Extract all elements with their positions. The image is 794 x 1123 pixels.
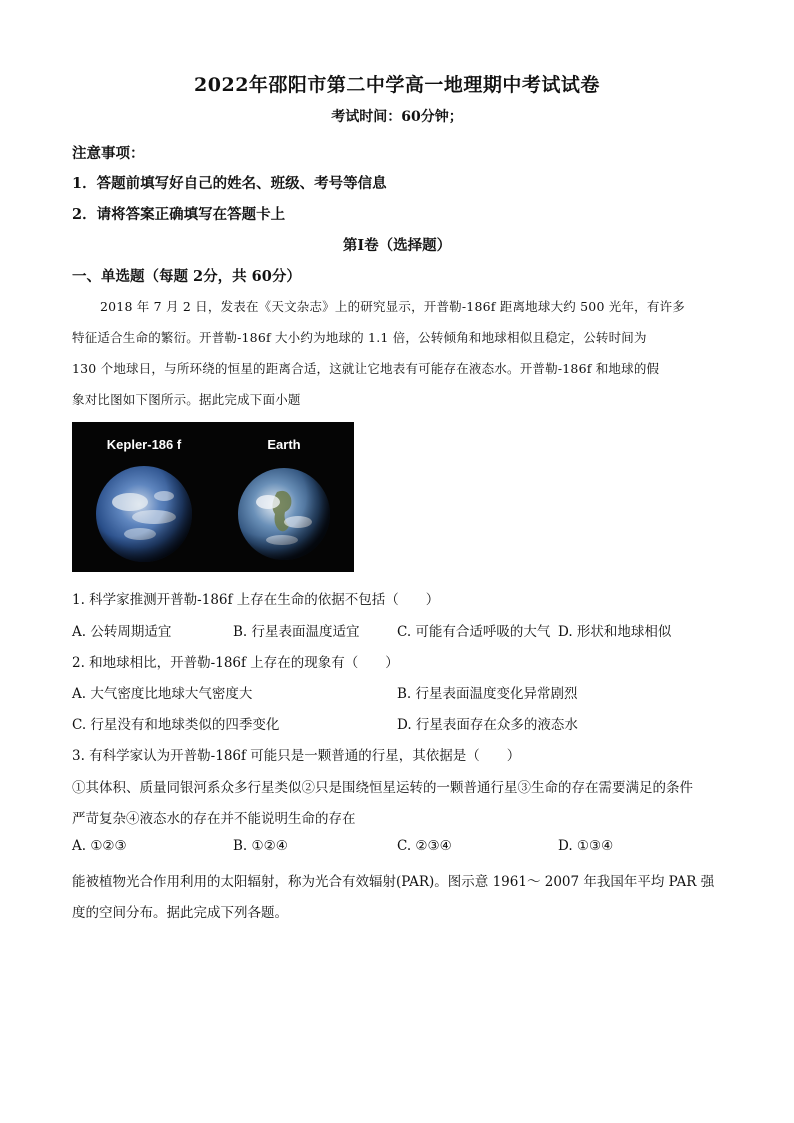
question-1-option-b: B. 行星表面温度适宜: [233, 624, 360, 640]
question-1-option-a: A. 公转周期适宜: [72, 624, 172, 640]
notice-item-1: 1．答题前填写好自己的姓名、班级、考号等信息: [72, 175, 387, 192]
notice-item-2: 2．请将答案正确填写在答题卡上: [72, 206, 286, 223]
notice-heading: 注意事项：: [72, 145, 145, 162]
question-2-option-d: D. 行星表面存在众多的液态水: [397, 717, 578, 733]
question-3-stem: 3. 有科学家认为开普勒-186f 可能只是一颗普通的行星，其依据是（ ）: [72, 748, 521, 764]
question-3-option-c: C. ②③④: [397, 838, 452, 854]
question-3-option-a: A. ①②③: [72, 838, 127, 854]
question-2-stem: 2. 和地球相比，开普勒-186f 上存在的现象有（ ）: [72, 655, 399, 671]
exam-time: 考试时间：60分钟；: [331, 109, 463, 125]
question-2-option-c: C. 行星没有和地球类似的四季变化: [72, 717, 280, 733]
kepler-planet: [96, 466, 192, 562]
section-title: 一、单选题（每题 2分，共 60分）: [72, 268, 301, 285]
question-3-option-d: D. ①③④: [558, 838, 614, 854]
question-3-text-line: ①其体积、质量同银河系众多行星类似②只是围绕恒星运转的一颗普通行星③生命的存在需要满足的条件: [72, 780, 693, 796]
volume-title: 第Ⅰ卷（选择题）: [342, 237, 452, 254]
kepler-label: Kepler-186 f: [106, 437, 182, 452]
passage1-line: 象对比图如下图所示。据此完成下面小题: [72, 392, 301, 407]
question-2-option-a: A. 大气密度比地球大气密度大: [72, 686, 253, 702]
earth-label: Earth: [267, 437, 301, 452]
question-3-text-line: 严苛复杂④液态水的存在并不能说明生命的存在: [72, 811, 356, 827]
question-1-option-c: C. 可能有合适呼吸的大气: [397, 624, 551, 640]
passage2-line: 度的空间分布。据此完成下列各题。: [72, 905, 288, 921]
exam-title: 2022年邵阳市第二中学高一地理期中考试试卷: [194, 74, 600, 96]
question-2-option-b: B. 行星表面温度变化异常剧烈: [397, 686, 578, 702]
question-1-option-d: D. 形状和地球相似: [558, 624, 672, 640]
passage1-line: 特征适合生命的繁衍。开普勒-186f 大小约为地球的 1.1 倍，公转倾角和地球相似且稳定，公转时间为: [72, 330, 647, 345]
passage2-line: 能被植物光合作用利用的太阳辐射，称为光合有效辐射(PAR)。图示意 1961～ 2007 年我国年平均 PAR 强: [72, 874, 715, 890]
passage1-line: 130 个地球日，与所环绕的恒星的距离合适，这就让它地表有可能存在液态水。开普勒-186f 和地球的假: [72, 361, 660, 376]
question-1-stem: 1. 科学家推测开普勒-186f 上存在生命的依据不包括（ ）: [72, 592, 440, 608]
passage1-line: 2018 年 7 月 2 日，发表在《天文杂志》上的研究显示，开普勒-186f 距离地球大约 500 光年，有许多: [100, 299, 685, 314]
earth-planet: [238, 468, 330, 560]
question-3-option-b: B. ①②④: [233, 838, 288, 854]
planet-comparison-image: [72, 422, 354, 572]
